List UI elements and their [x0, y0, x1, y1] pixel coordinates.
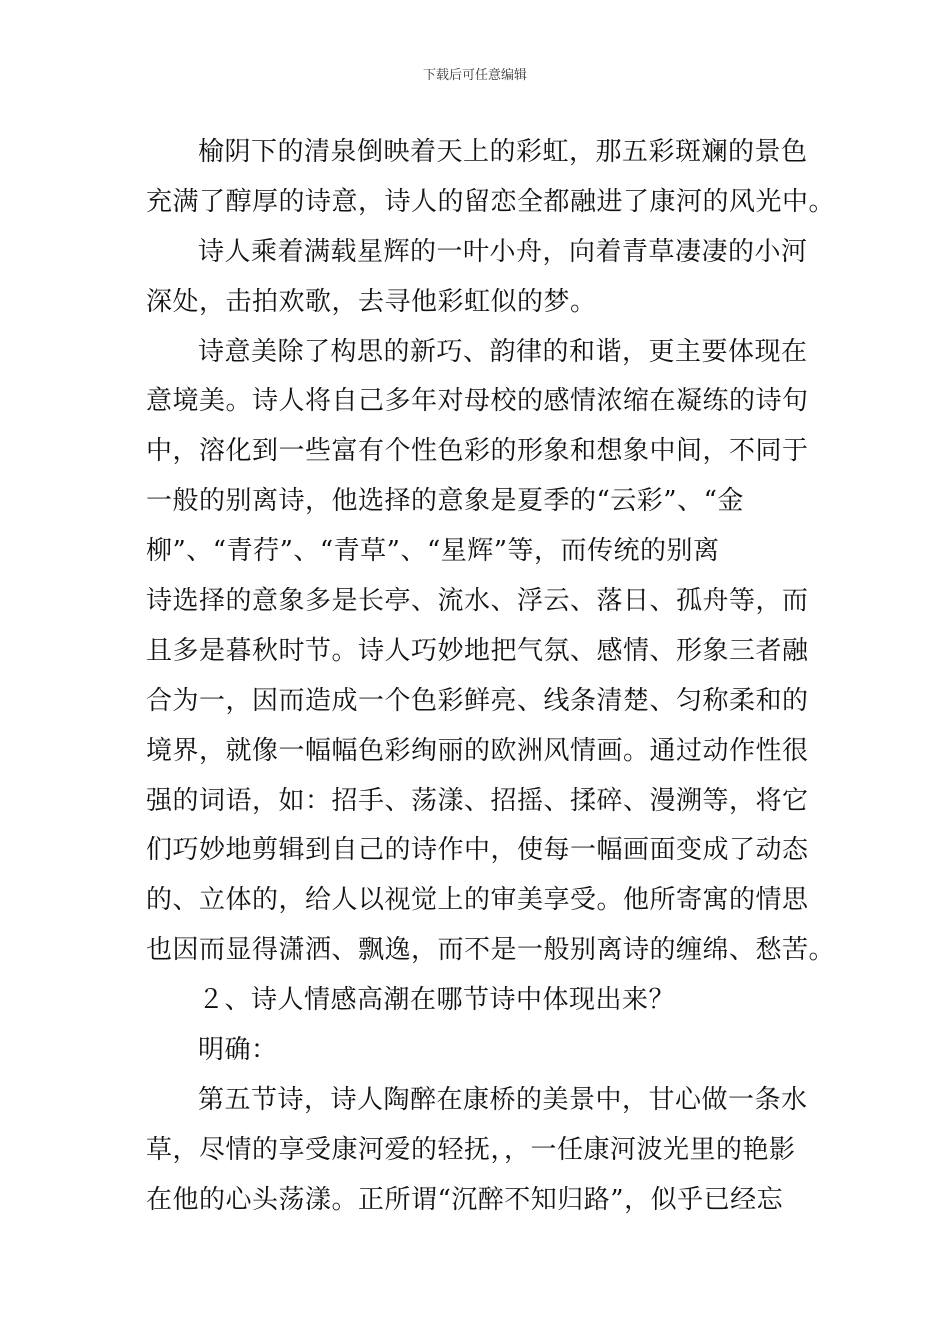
text-line: 柳”、“青荇”、“青草”、“星辉”等，而传统的别离 [146, 536, 720, 567]
text-line: 强的词语，如：招手、荡漾、招摇、揉碎、漫溯等，将它 [146, 785, 809, 816]
text-line: 合为一，因而造成一个色彩鲜亮、线条清楚、匀称柔和的 [146, 685, 809, 716]
text-line: 草，尽情的享受康河爱的轻抚，，一任康河波光里的艳影 [146, 1134, 796, 1165]
document-body [146, 128, 836, 1226]
text-line: 充满了醇厚的诗意，诗人的留恋全都融进了康河的风光中。 [146, 186, 836, 217]
text-line: 意境美。诗人将自己多年对母校的感情浓缩在凝练的诗句 [146, 386, 809, 417]
text-line: 中，溶化到一些富有个性色彩的形象和想象中间，不同于 [146, 436, 809, 467]
text-line: 也因而显得潇洒、飘逸，而不是一般别离诗的缠绵、愁苦。 [146, 935, 836, 966]
text-line: 诗人乘着满载星辉的一叶小舟，向着青草凄凄的小河 [198, 236, 808, 267]
text-line: 们巧妙地剪辑到自己的诗作中，使每一幅画面变成了动态 [146, 835, 809, 866]
page-header: 下载后可任意编辑 [422, 68, 527, 83]
text-line: 在他的心头荡漾。正所谓“沉醉不知归路”，似乎已经忘 [146, 1184, 784, 1215]
text-line: 深处，击拍欢歌，去寻他彩虹似的梦。 [146, 286, 597, 317]
answer-label: 明确： [198, 1035, 278, 1066]
text-line: 诗选择的意象多是长亭、流水、浮云、落日、孤舟等，而 [146, 586, 809, 617]
text-line: 榆阴下的清泉倒映着天上的彩虹，那五彩斑斓的景色 [198, 137, 808, 167]
text-line: 第五节诗，诗人陶醉在康桥的美景中，甘心做一条水 [198, 1084, 808, 1115]
text-line: 境界，就像一幅幅色彩绚丽的欧洲风情画。通过动作性很 [146, 735, 809, 766]
text-line: 诗意美除了构思的新巧、韵律的和谐，更主要体现在 [198, 336, 808, 367]
text-line: 且多是暮秋时节。诗人巧妙地把气氛、感情、形象三者融 [146, 635, 809, 666]
text-line: 的、立体的，给人以视觉上的审美享受。他所寄寓的情思 [146, 885, 809, 916]
text-line: 一般的别离诗，他选择的意象是夏季的“云彩”、“金 [146, 486, 744, 517]
question-heading: ２、诗人情感高潮在哪节诗中体现出来？ [198, 985, 676, 1016]
